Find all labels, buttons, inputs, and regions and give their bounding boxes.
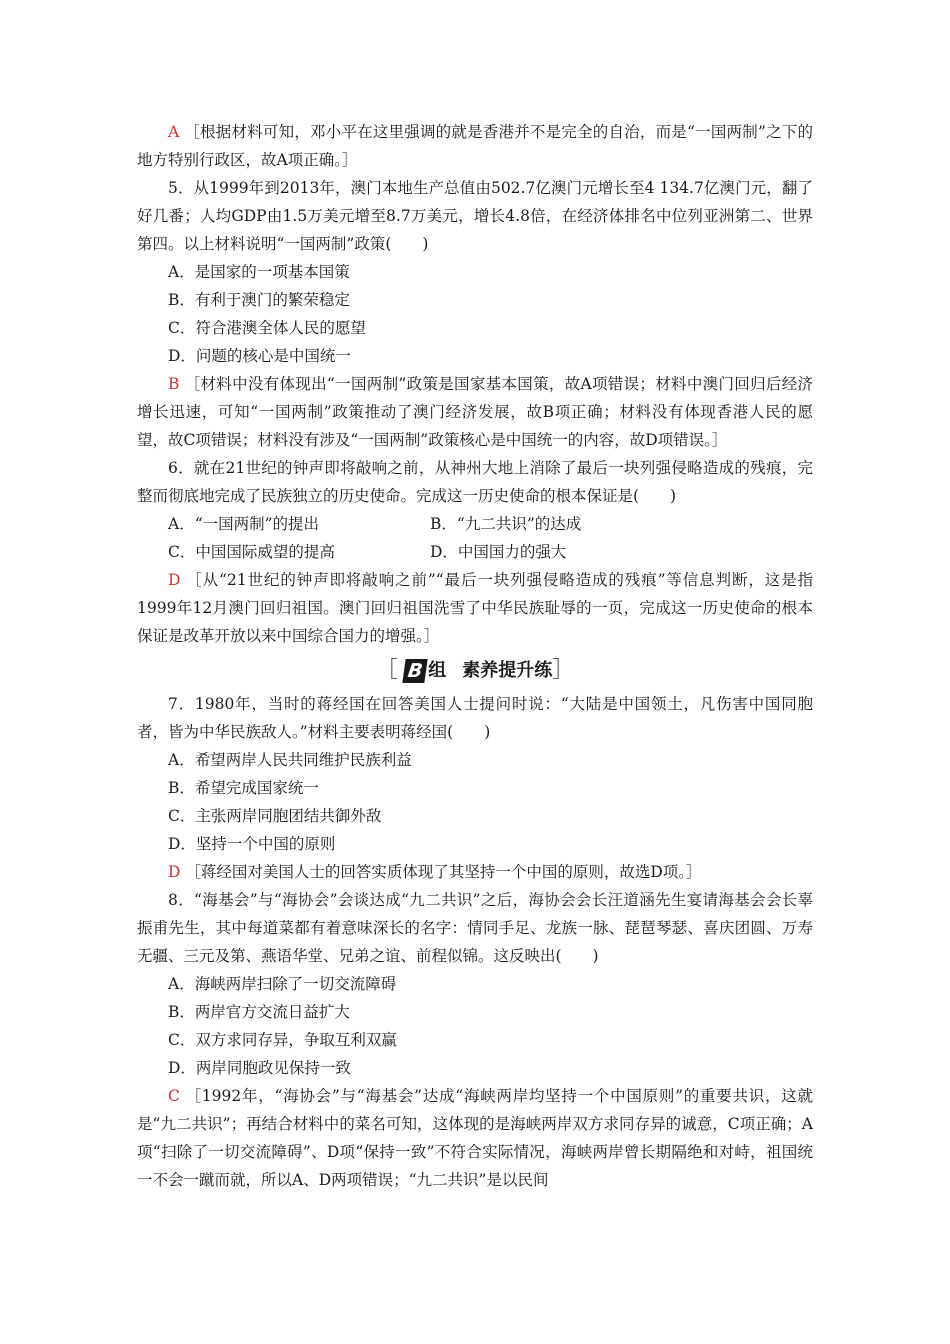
group-badge: B — [402, 659, 428, 683]
section-title: 素养提升练 — [462, 660, 553, 681]
answer-letter: A — [168, 123, 180, 141]
answer-option: B．有利于澳门的繁荣稳定 — [168, 291, 350, 309]
answer-option: D．问题的核心是中国统一 — [168, 347, 351, 365]
explanation-text: ［1992年，“海协会”与“海基会”达成“海峡两岸均坚持一个中国原则”的重要共识，这就是“九二共识”；再结合材料中的菜名可知，这体现的是海峡两岸双方求同存异的诚意，C项正确；A项“扫除了一切交流障碍”、D项“保持一致”不符合实际情况，海峡两岸曾长期隔绝和对峙，祖国统一不会一蹴而就，所以A、D两项错误；“九二共识”是以民间 — [137, 1087, 813, 1189]
group-label: 组 — [428, 660, 447, 681]
question-stem: 7．1980年，当时的蒋经国在回答美国人士提问时说：“大陆是中国领土，凡伤害中国同胞者，皆为中华民族敌人。”材料主要表明蒋经国( ) — [137, 695, 813, 741]
heading-open-bracket: ［ — [375, 658, 398, 683]
section-heading — [137, 654, 813, 688]
answer-option: C．中国国际威望的提高 — [168, 543, 335, 561]
explanation-text: ［根据材料可知，邓小平在这里强调的就是香港并不是完全的自治，而是“一国两制”之下的地方特别行政区，故A项正确。］ — [137, 123, 813, 169]
answer-option: A．海峡两岸扫除了一切交流障碍 — [168, 975, 397, 993]
answer-letter: B — [168, 375, 180, 393]
answer-option: B．“九二共识”的达成 — [430, 515, 582, 533]
answer-option: C．主张两岸同胞团结共御外敌 — [168, 807, 382, 825]
answer-explanation — [137, 858, 813, 886]
answer-option: C．双方求同存异，争取互利双赢 — [168, 1031, 397, 1049]
answer-option: B．希望完成国家统一 — [168, 779, 319, 797]
explanation-text: ［蒋经国对美国人士的回答实质体现了其坚持一个中国的原则，故选D项。］ — [185, 863, 702, 881]
answer-letter: D — [168, 863, 181, 881]
explanation-text: ［材料中没有体现出“一国两制”政策是国家基本国策，故A项错误；材料中澳门回归后经济增长迅速，可知“一国两制”政策推动了澳门经济发展，故B项正确；材料没有体现香港人民的愿望，故C项错误；材料没有涉及“一国两制”政策核心是中国统一的内容，故D项错误。］ — [137, 375, 814, 449]
answer-explanation — [137, 118, 813, 174]
answer-option: A．希望两岸人民共同维护民族利益 — [168, 751, 412, 769]
answer-option: D．坚持一个中国的原则 — [168, 835, 336, 853]
question-stem: 6．就在21世纪的钟声即将敲响之前，从神州大地上消除了最后一块列强侵略造成的残痕，完整而彻底地完成了民族独立的历史使命。完成这一历史使命的根本保证是( ) — [137, 459, 813, 505]
question-stem: 8．“海基会”与“海协会”会谈达成“九二共识”之后，海协会会长汪道涵先生宴请海基会会长辜振甫先生，其中每道菜都有着意味深长的名字：情同手足、龙族一脉、琵琶琴瑟、喜庆团圆、万寿无疆、三元及第、燕语华堂、兄弟之谊、前程似锦。这反映出( ) — [137, 891, 813, 965]
question-stem: 5．从1999年到2013年，澳门本地生产总值由502.7亿澳门元增长至4 134.7亿澳门元，翻了好几番；人均GDP由1.5万美元增至8.7万美元，增长4.8倍，在经济体排名中位列亚洲第二、世界第四。以上材料说明“一国两制”政策( ) — [137, 179, 813, 253]
explanation-text: ［从“21世纪的钟声即将敲响之前”“最后一块列强侵略造成的残痕”等信息判断，这是指1999年12月澳门回归祖国。澳门回归祖国洗雪了中华民族耻辱的一页，完成这一历史使命的根本保证是改革开放以来中国综合国力的增强。］ — [137, 571, 813, 645]
answer-explanation — [137, 566, 813, 650]
answer-option: A．“一国两制”的提出 — [168, 515, 320, 533]
document-page — [137, 118, 813, 1194]
answer-option: C．符合港澳全体人民的愿望 — [168, 319, 366, 337]
answer-option: D．中国国力的强大 — [430, 543, 567, 561]
answer-option: B．两岸官方交流日益扩大 — [168, 1003, 350, 1021]
answer-option-row — [137, 538, 813, 566]
answer-option-row — [137, 510, 813, 538]
answer-explanation — [137, 1082, 813, 1194]
answer-explanation — [137, 370, 813, 454]
answer-option: A．是国家的一项基本国策 — [168, 263, 350, 281]
answer-letter: C — [168, 1087, 180, 1105]
answer-option: D．两岸同胞政见保持一致 — [168, 1059, 351, 1077]
answer-letter: D — [168, 571, 181, 589]
heading-close-bracket: ］ — [552, 658, 575, 683]
